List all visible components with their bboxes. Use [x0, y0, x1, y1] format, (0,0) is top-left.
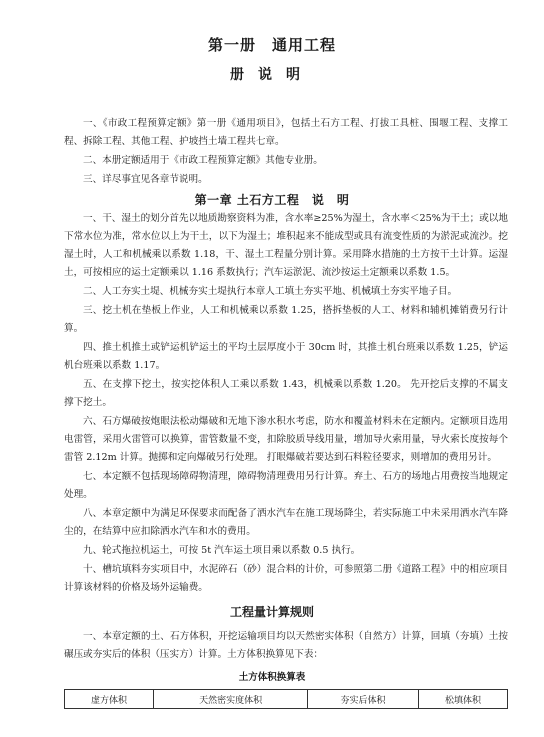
rules-paragraph: 一、本章定额的土、石方体积，开挖运输项目均以天然密实体积（自然方）计算，回填（夯填）土按碾压或夯实后的体积（压实方）计算。土方体积换算见下表：	[64, 631, 508, 660]
table-header-cell: 松填体积	[418, 690, 507, 709]
table-caption: 土方体积换算表	[238, 672, 306, 683]
chapter-paragraph: 一、干、湿土的划分首先以地质勘察资料为准，含水率≥25%为湿土，含水率＜25%为干土；或以地下常水位为准，常水位以上为干土，以下为湿土；堆积起来不能成型或具有流变性质的为淤泥或流沙。挖湿土时，人工和机械乘以系数 1.18，干、湿土工程量分别计算。采用降水措施的土方按干土计算。运湿土，可按相应的运土定额乘以 1.16 系数执行；汽车运淤泥、流沙按运土定额乘以系数 1.5。	[64, 213, 508, 278]
chapter-section	[64, 210, 508, 598]
intro-paragraph: 二、本册定额适用于《市政工程预算定额》其他专业册。	[83, 155, 323, 166]
volume-conversion-table	[64, 689, 508, 709]
chapter-paragraph: 七、本定额不包括现场障碍物清理，障碍物清理费用另行计算。弃土、石方的场地占用费按当地规定处理。	[64, 471, 508, 500]
table-header-cell: 夯实后体积	[308, 690, 419, 709]
rules-section	[64, 628, 508, 665]
intro-paragraph: 一、《市政工程预算定额》第一册《通用项目》，包括土石方工程、打拔工具桩、围堰工程、支撑工程、拆除工程、其他工程、护坡挡土墙工程共七章。	[64, 118, 508, 147]
chapter-paragraph: 六、石方爆破按炮眼法松动爆破和无地下渗水积水考虑，防水和覆盖材料未在定额内。定额项目选用电雷管，采用火雷管可以换算，雷管数量不变，扣除胶质导线用量，增加导火索用量，导火索长度按每个雷管 2.12m 计算。抛掷和定向爆破另行处理。 打眼爆破若要达到石料粒径要求，则增加的费用另计。	[64, 416, 508, 463]
table-header-cell: 天然密实度体积	[154, 690, 308, 709]
chapter-paragraph: 五、在支撑下挖土，按实挖体积人工乘以系数 1.43，机械乘以系数 1.20。 先开挖后支撑的不属支撑下挖土。	[64, 379, 508, 408]
intro-section	[64, 115, 508, 190]
rules-title: 工程量计算规则	[229, 605, 314, 619]
table-header-row	[65, 690, 508, 709]
chapter-title: 第一章 土石方工程 说 明	[194, 193, 350, 207]
book-subtitle: 册说明	[230, 67, 314, 83]
chapter-paragraph: 三、挖土机在垫板上作业，人工和机械乘以系数 1.25，搭拆垫板的人工、材料和辅机摊销费另行计算。	[64, 305, 508, 334]
book-title: 第一册 通用工程	[207, 36, 336, 54]
chapter-paragraph: 十、槽坑填料夯实项目中，水泥碎石（砂）混合料的计价，可参照第二册《道路工程》中的相应项目计算该材料的价格及场外运输费。	[64, 564, 508, 593]
chapter-paragraph: 四、推土机推土或铲运机铲运土的平均土层厚度小于 30cm 时，其推土机台班乘以系数 1.25，铲运机台班乘以系数 1.17。	[64, 342, 508, 371]
table-header-cell: 虚方体积	[65, 690, 154, 709]
intro-paragraph: 三、详尽事宜见各章节说明。	[83, 174, 208, 185]
chapter-paragraph: 八、本章定额中为满足环保要求而配备了洒水汽车在施工现场降尘，若实际施工中未采用洒水汽车降尘的，在结算中应扣除洒水汽车和水的费用。	[64, 508, 508, 537]
chapter-paragraph: 二、人工夯实土堤、机械夯实土堤执行本章人工填土夯实平地、机械填土夯实平地子目。	[83, 286, 458, 297]
chapter-paragraph: 九、轮式拖拉机运土，可按 5t 汽车运土项目乘以系数 0.5 执行。	[83, 545, 361, 556]
